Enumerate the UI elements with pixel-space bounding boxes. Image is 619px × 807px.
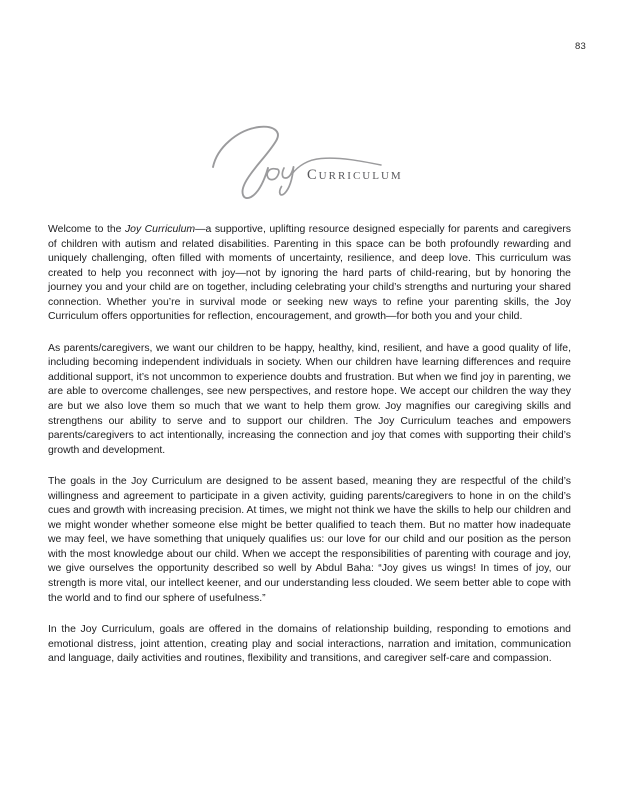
paragraph-parents-caregivers: As parents/caregivers, we want our children to be happy, healthy, kind, resilient, and have a good quality of life, including becoming independent individuals in society. When our children have learning differences and require additional support, it’s not uncommon to experience doubts and frustration. But when we find joy in parenting, we are able to overcome challenges, see new perspectives, and restore hope. We accept our children the way they are but we also love them so much that we want to help them grow. Joy magnifies our caregiving skills and strengthens our ability to serve and to support our children. The Joy Curriculum teaches and empowers parents/caregivers to act intentionally, increasing the connection and joy that comes with supporting their child’s growth and development. — [48, 342, 571, 456]
paragraph-welcome-italic-title: Joy Curriculum — [124, 224, 196, 235]
joy-curriculum-logo-icon — [195, 122, 425, 207]
paragraph-welcome-pre: Welcome to the — [48, 224, 125, 235]
paragraph-domains: In the Joy Curriculum, goals are offered in the domains of relationship building, responding to emotions and emotional distress, joint attention, creating play and social interactions, narration and imitation, communication and language, daily activities and routines, flexibility and transitions, and caregiver self-care and compassion. — [48, 624, 571, 665]
paragraph-welcome — [48, 223, 571, 325]
curriculum-wordmark — [307, 167, 403, 183]
body-text — [48, 223, 571, 667]
curriculum-wordmark-rest: URRICULUM — [318, 170, 403, 182]
paragraph-goals-assent: The goals in the Joy Curriculum are designed to be assent based, meaning they are respectful of the child’s willingness and agreement to participate in a given activity, guiding parents/caregivers to hone in on the child’s cues and growth with increasing precision. At times, we might not think we have the skills to help our children and we might wonder whether someone else might be better qualified to teach them. But no matter how inadequate we may feel, we have something that uniquely qualifies us: our love for our child and our position as the person with the most knowledge about our child. When we accept the responsibilities of parenting with courage and joy, we give ourselves the opportunity described so well by Abdul Baha: “Joy gives us wings! In times of joy, our strength is more vital, our intellect keener, and our understanding less clouded. We seem better able to cope with the world and to find our sphere of usefulness.” — [48, 476, 571, 604]
joy-curriculum-logo — [0, 122, 619, 207]
joy-script-icon — [213, 127, 381, 198]
page-number: 83 — [575, 41, 586, 52]
curriculum-wordmark-initial: C — [306, 167, 319, 183]
paragraph-welcome-post: —a supportive, uplifting resource designed especially for parents and caregivers of children with autism and related disabilities. Parenting in this space can be both profoundly rewarding and uniquely challenging, often filled with moments of uncertainty, resilience, and deep love. This curriculum was created to help you reconnect with joy—not by ignoring the hard parts of child-rearing, but by honoring the journey you and your child are on together, including celebrating your child’s strengths and nurturing your shared connection. Whether you’re in survival mode or seeking new ways to refine your parenting skills, the Joy Curriculum offers opportunities for reflection, encouragement, and growth—for both you and your child. — [48, 224, 571, 323]
